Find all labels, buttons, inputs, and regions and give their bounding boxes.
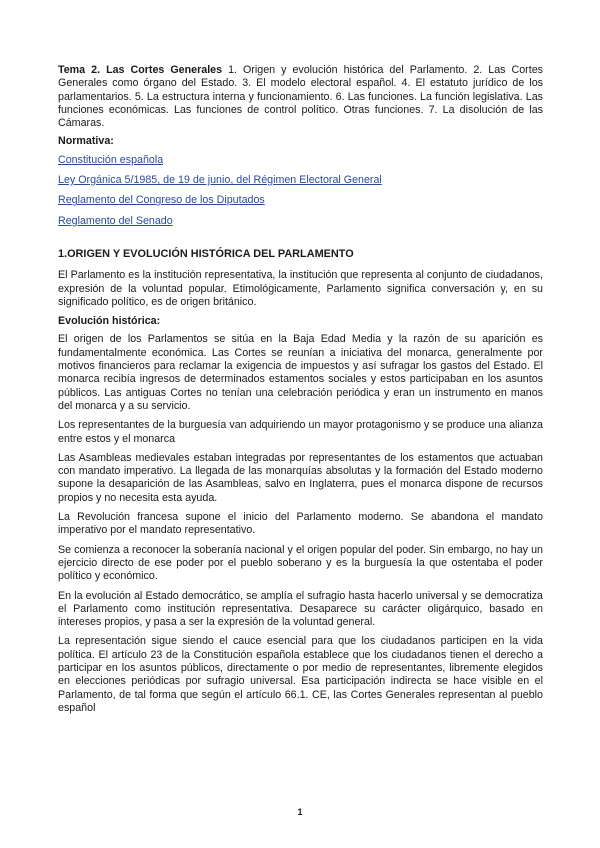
link-reglamento-senado[interactable]: Reglamento del Senado [58,214,173,227]
link-constitucion[interactable]: Constitución española [58,153,164,166]
paragraph: Se comienza a reconocer la soberanía nacional y el origen popular del poder. Sin embargo, no hay un ejercicio directo de ese poder por el pueblo soberano y es la burguesía la que ostentaba el poder político y económico. [58,543,543,583]
topic-title: Tema 2. Las Cortes Generales [58,64,223,76]
list-item [58,194,543,207]
normativa-label: Normativa: [58,135,114,148]
paragraph: Las Asambleas medievales estaban integradas por representantes de los estamentos que actuaban con mandato imperativo. La llegada de las monarquías absolutas y la formación del Estado moderno supone la desaparición de las Asambleas, salvo en Inglaterra, pues el monarca dispone de recursos propios y no necesita esta ayuda. [58,451,543,504]
list-item [58,174,543,187]
link-ley-electoral[interactable]: Ley Orgánica 5/1985, de 19 de junio, del Régimen Electoral General [58,174,382,187]
section-heading: 1.ORIGEN Y EVOLUCIÓN HISTÓRICA DEL PARLAMENTO [58,247,354,260]
list-item [58,154,543,167]
paragraph-definition: El Parlamento es la institución representativa, la institución que representa al conjunto de ciudadanos, expresión de la voluntad popular. Etimológicamente, Parlamento significa conversación y, en su significado político, es de origen británico. [58,269,543,308]
page-number: 1 [297,807,303,817]
page-content [58,64,543,721]
paragraph: La Revolución francesa supone el inicio del Parlamento moderno. Se abandona el mandato imperativo por el mandato representativo. [58,511,543,537]
list-item [58,215,543,228]
normativa-link-list [58,154,543,228]
link-reglamento-congreso[interactable]: Reglamento del Congreso de los Diputados [58,194,265,207]
topic-intro [58,64,543,130]
paragraph: En la evolución al Estado democrático, se amplía el sufragio hasta hacerlo universal y se democratiza el Parlamento como institución representativa. Desaparece su carácter oligárquico, basado en intereses propios, y pasa a ser la expresión de la voluntad general. [58,589,543,629]
paragraph: La representación sigue siendo el cauce esencial para que los ciudadanos participen en la vida política. El artículo 23 de la Constitución española establece que los ciudadanos tienen el derecho a participar en los asuntos públicos, directamente o por medio de representantes, libremente elegidos en elecciones periódicas por sufragio universal. Esa participación indirecta se hace visible en el Parlamento, de tal forma que según el artículo 66.1. CE, las Cortes Generales representan al pueblo español [58,635,543,714]
paragraph: El origen de los Parlamentos se sitúa en la Baja Edad Media y la razón de su aparición es fundamentalmente económica. Las Cortes se reunían a iniciativa del monarca, generalmente por motivos financieros para reclamar la exigencia de impuestos y así sufragar los gastos del Estado. El monarca recibía ingresos de determinados estamentos sociales y estos participaban en los asuntos públicos. Las antiguas Cortes no tenían una celebración periódica y eran un instrumento en manos del monarca y a su servicio. [58,333,543,412]
topic-summary: 1. Origen y evolución histórica del Parlamento. 2. Las Cortes Generales como órgano del Estado. 3. El modelo electoral español. 4. El estatuto jurídico de los parlamentarios. 5. La estructura interna y funcionamiento. 6. Las funciones. La función legislativa. Las funciones económicas. Las funciones de control político. Otras funciones. 7. La disolución de las Cámaras. [58,64,543,130]
subheading-evolucion: Evolución histórica: [58,315,161,328]
paragraph: Los representantes de la burguesía van adquiriendo un mayor protagonismo y se produce una alianza entre estos y el monarca [58,419,543,445]
